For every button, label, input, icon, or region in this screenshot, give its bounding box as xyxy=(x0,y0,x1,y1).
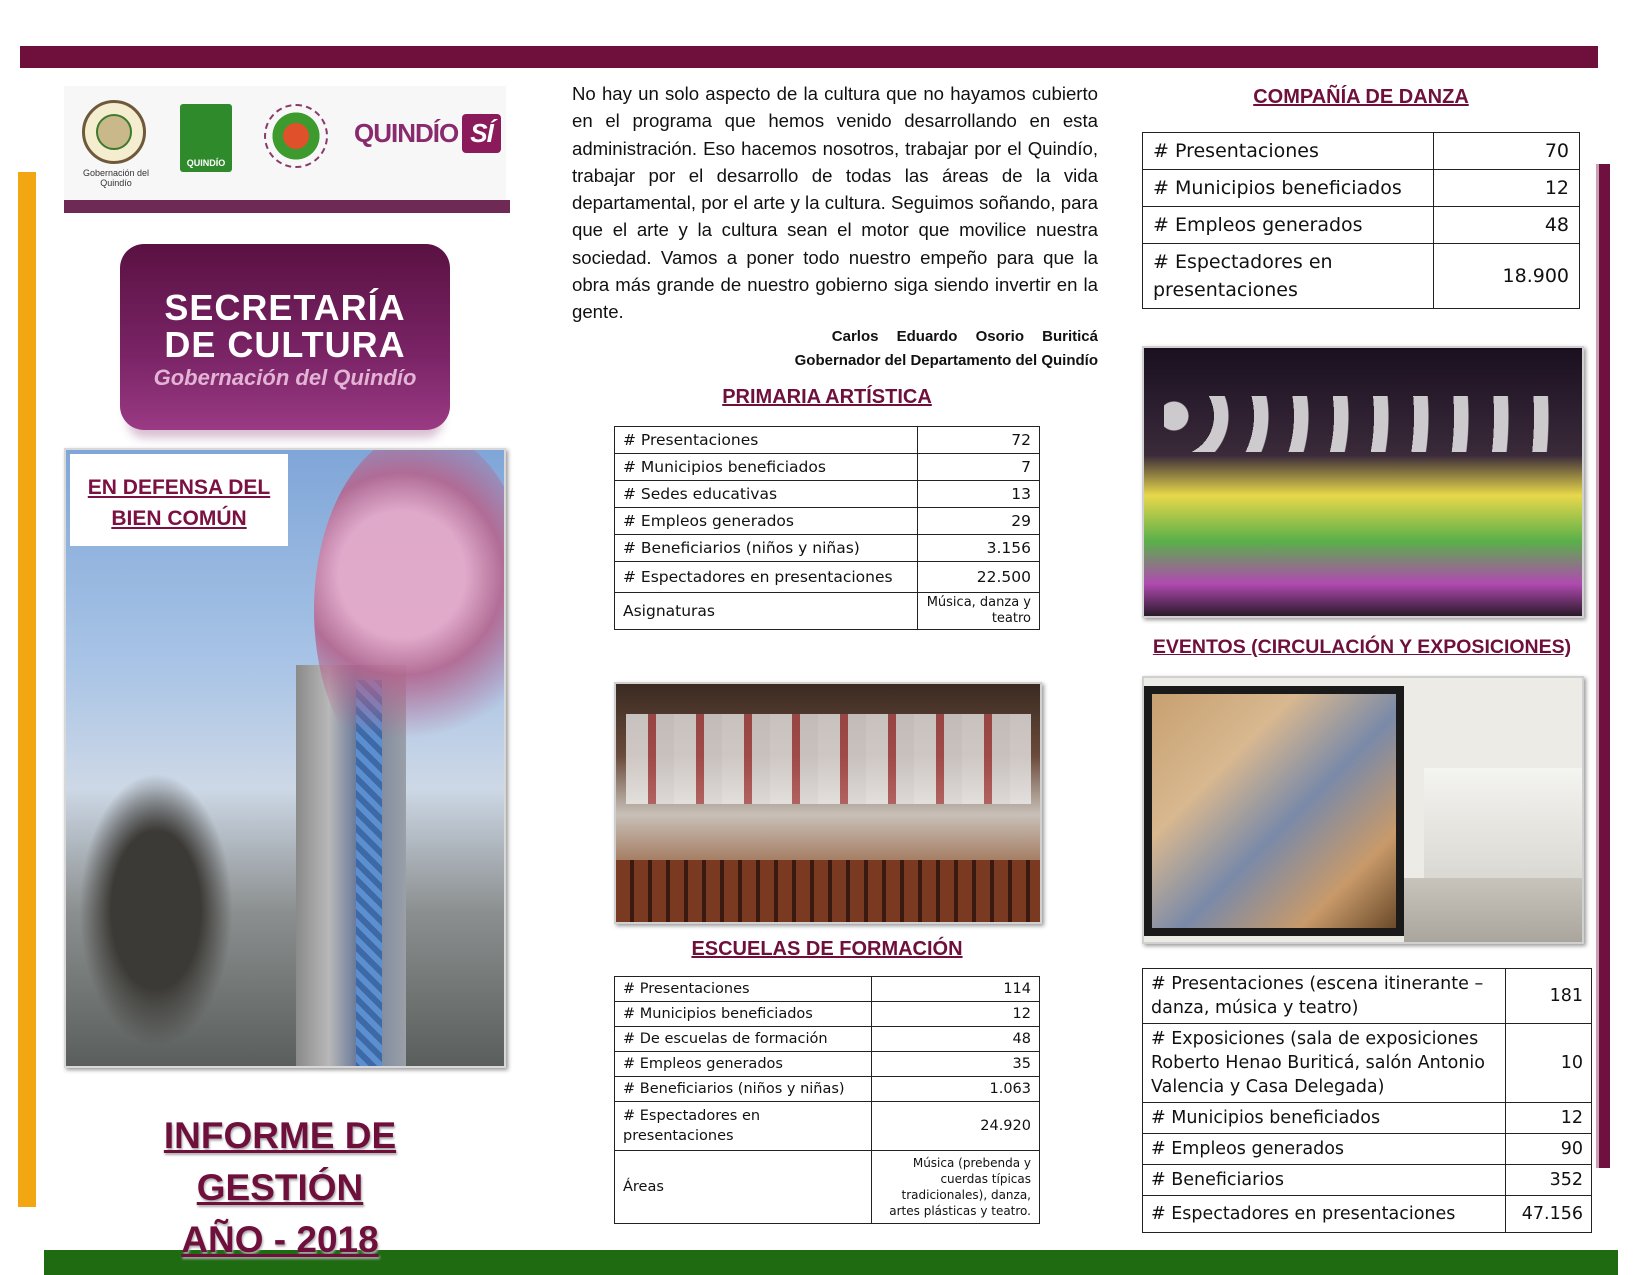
painting-shape xyxy=(1144,686,1404,936)
row-value: 1.063 xyxy=(872,1077,1040,1102)
card-line-3: Gobernación del Quindío xyxy=(153,365,417,390)
row-value: 13 xyxy=(918,481,1040,508)
row-label: # Municipios beneficiados xyxy=(615,454,918,481)
row-value: 181 xyxy=(1506,969,1592,1024)
row-label: Áreas xyxy=(615,1151,872,1224)
xylophone-shape xyxy=(616,860,1042,924)
quote-author: Carlos Eduardo Osorio Buriticá xyxy=(831,328,1098,345)
row-value: 7 xyxy=(918,454,1040,481)
row-label: # De escuelas de formación xyxy=(615,1027,872,1052)
row-label: Asignaturas xyxy=(615,593,918,630)
table-row xyxy=(615,454,1040,481)
table-row xyxy=(615,481,1040,508)
table-row xyxy=(615,562,1040,593)
logos-divider xyxy=(64,200,510,213)
table-row xyxy=(1143,133,1580,170)
row-value: 12 xyxy=(872,1002,1040,1027)
table-row xyxy=(1143,969,1592,1024)
danza-table xyxy=(1142,132,1580,309)
students-shape xyxy=(626,714,1031,804)
dancers-shape xyxy=(1164,396,1564,452)
table-row xyxy=(1143,170,1580,207)
eventos-photo xyxy=(1142,676,1584,944)
row-label: # Exposiciones (sala de exposiciones Roberto Henao Buriticá, salón Antonio Valencia y Casa Delegada) xyxy=(1143,1024,1506,1103)
table-row xyxy=(615,1077,1040,1102)
table-row xyxy=(1143,1134,1592,1165)
row-label: # Presentaciones xyxy=(1143,133,1434,170)
paisaje-cultural-cafetero-logo-icon xyxy=(264,104,328,168)
row-label: # Empleos generados xyxy=(1143,207,1434,244)
escuelas-title: ESCUELAS DE FORMACIÓN xyxy=(691,938,963,960)
row-label: # Municipios beneficiados xyxy=(1143,170,1434,207)
table-row xyxy=(1143,207,1580,244)
report-title-line-2: AÑO - 2018 xyxy=(181,1219,379,1260)
table-row xyxy=(1143,1196,1592,1233)
row-value: 12 xyxy=(1506,1103,1592,1134)
row-value: 352 xyxy=(1506,1165,1592,1196)
row-value: 48 xyxy=(1434,207,1580,244)
row-value: 10 xyxy=(1506,1024,1592,1103)
table-row xyxy=(1143,244,1580,309)
row-label: # Espectadores en presentaciones xyxy=(615,1102,872,1151)
row-label: # Espectadores en presentaciones xyxy=(1143,1196,1506,1233)
eventos-title: EVENTOS (CIRCULACIÓN Y EXPOSICIONES) xyxy=(1152,636,1572,658)
row-value: 114 xyxy=(872,977,1040,1002)
danza-title: COMPAÑÍA DE DANZA xyxy=(1253,86,1469,108)
row-label: # Beneficiarios xyxy=(1143,1165,1506,1196)
card-line-2: DE CULTURA xyxy=(164,324,406,365)
gobernacion-seal-icon xyxy=(82,100,146,164)
secretaria-cultura-card xyxy=(120,244,450,430)
row-label: # Sedes educativas xyxy=(615,481,918,508)
row-value: 3.156 xyxy=(918,535,1040,562)
report-title-line-1: INFORME DE GESTIÓN xyxy=(163,1115,397,1208)
row-label: # Municipios beneficiados xyxy=(615,1002,872,1027)
table-row xyxy=(1143,1165,1592,1196)
row-label: # Empleos generados xyxy=(1143,1134,1506,1165)
row-label: # Espectadores en presentaciones xyxy=(1143,244,1434,309)
table-row xyxy=(615,1102,1040,1151)
right-accent-bar xyxy=(1596,164,1610,1168)
statue-shape xyxy=(66,750,246,1068)
table-row xyxy=(1143,1103,1592,1134)
row-value: 48 xyxy=(872,1027,1040,1052)
logos-strip xyxy=(64,86,506,200)
governor-quote: No hay un solo aspecto de la cultura que no hayamos cubierto en el programa que hemos venido desarrollando en esta administración. Eso hacemos nosotros, trabajar por el Quindío, trabajar por el desarrollo de todas las áreas de la vida departamental, por el arte y la cultura. Seguimos soñando, para que el arte y la cultura sean el motor que movilice nuestra sociedad. Vamos a poner todo nuestro empeño para que la obra más grande de nuestro gobierno siga siendo invertir en la gente. xyxy=(572,83,1098,323)
table-row xyxy=(615,1002,1040,1027)
row-label: # Presentaciones xyxy=(615,977,872,1002)
row-value: Música, danza y teatro xyxy=(918,593,1040,630)
row-value: 72 xyxy=(918,427,1040,454)
table-row xyxy=(615,1151,1040,1224)
row-value: 18.900 xyxy=(1434,244,1580,309)
row-value: 22.500 xyxy=(918,562,1040,593)
row-label: # Espectadores en presentaciones xyxy=(615,562,918,593)
escuelas-table xyxy=(614,976,1040,1224)
defensa-badge xyxy=(70,454,288,546)
row-value: 70 xyxy=(1434,133,1580,170)
quote-author-role: Gobernador del Departamento del Quindío xyxy=(794,352,1098,369)
row-label: # Beneficiarios (niños y niñas) xyxy=(615,535,918,562)
gallery-floor-shape xyxy=(1404,878,1584,944)
table-row xyxy=(615,1052,1040,1077)
row-value: 12 xyxy=(1434,170,1580,207)
report-title xyxy=(80,1110,480,1266)
row-label: # Empleos generados xyxy=(615,508,918,535)
primaria-title: PRIMARIA ARTÍSTICA xyxy=(722,386,932,408)
row-label: # Beneficiarios (niños y niñas) xyxy=(615,1077,872,1102)
table-row xyxy=(615,508,1040,535)
table-row xyxy=(1143,1024,1592,1103)
qsp-si-text: SÍ xyxy=(462,114,501,153)
row-label: # Presentaciones xyxy=(615,427,918,454)
table-row xyxy=(615,977,1040,1002)
table-row xyxy=(615,535,1040,562)
table-row xyxy=(615,1027,1040,1052)
row-value: 24.920 xyxy=(872,1102,1040,1151)
row-value: 35 xyxy=(872,1052,1040,1077)
row-value: 47.156 xyxy=(1506,1196,1592,1233)
top-color-bar xyxy=(20,46,1598,68)
defensa-line-2: BIEN COMÚN xyxy=(111,507,247,530)
row-value: 90 xyxy=(1506,1134,1592,1165)
gallery-wall-shape xyxy=(1424,768,1584,888)
eventos-table xyxy=(1142,968,1592,1233)
seal-caption: Gobernación del Quindío xyxy=(82,168,150,188)
row-label: # Empleos generados xyxy=(615,1052,872,1077)
qsp-main-text: QUINDÍO xyxy=(354,117,459,148)
row-label: # Presentaciones (escena itinerante – danza, música y teatro) xyxy=(1143,969,1506,1024)
defensa-line-1: EN DEFENSA DEL xyxy=(87,476,271,499)
primaria-photo xyxy=(614,682,1042,924)
row-value: 29 xyxy=(918,508,1040,535)
danza-photo xyxy=(1142,346,1584,618)
row-value: Música (prebenda y cuerdas típicas tradicionales), danza, artes plásticas y teatro. xyxy=(872,1151,1040,1224)
primaria-table xyxy=(614,426,1040,630)
table-row xyxy=(615,427,1040,454)
table-row xyxy=(615,593,1040,630)
left-accent-bar xyxy=(18,172,36,1207)
row-label: # Municipios beneficiados xyxy=(1143,1103,1506,1134)
quindio-si-para-ti-logo xyxy=(354,108,501,158)
card-line-1: SECRETARÍA xyxy=(164,287,406,328)
quindio-logo: QUINDÍO xyxy=(180,104,232,172)
